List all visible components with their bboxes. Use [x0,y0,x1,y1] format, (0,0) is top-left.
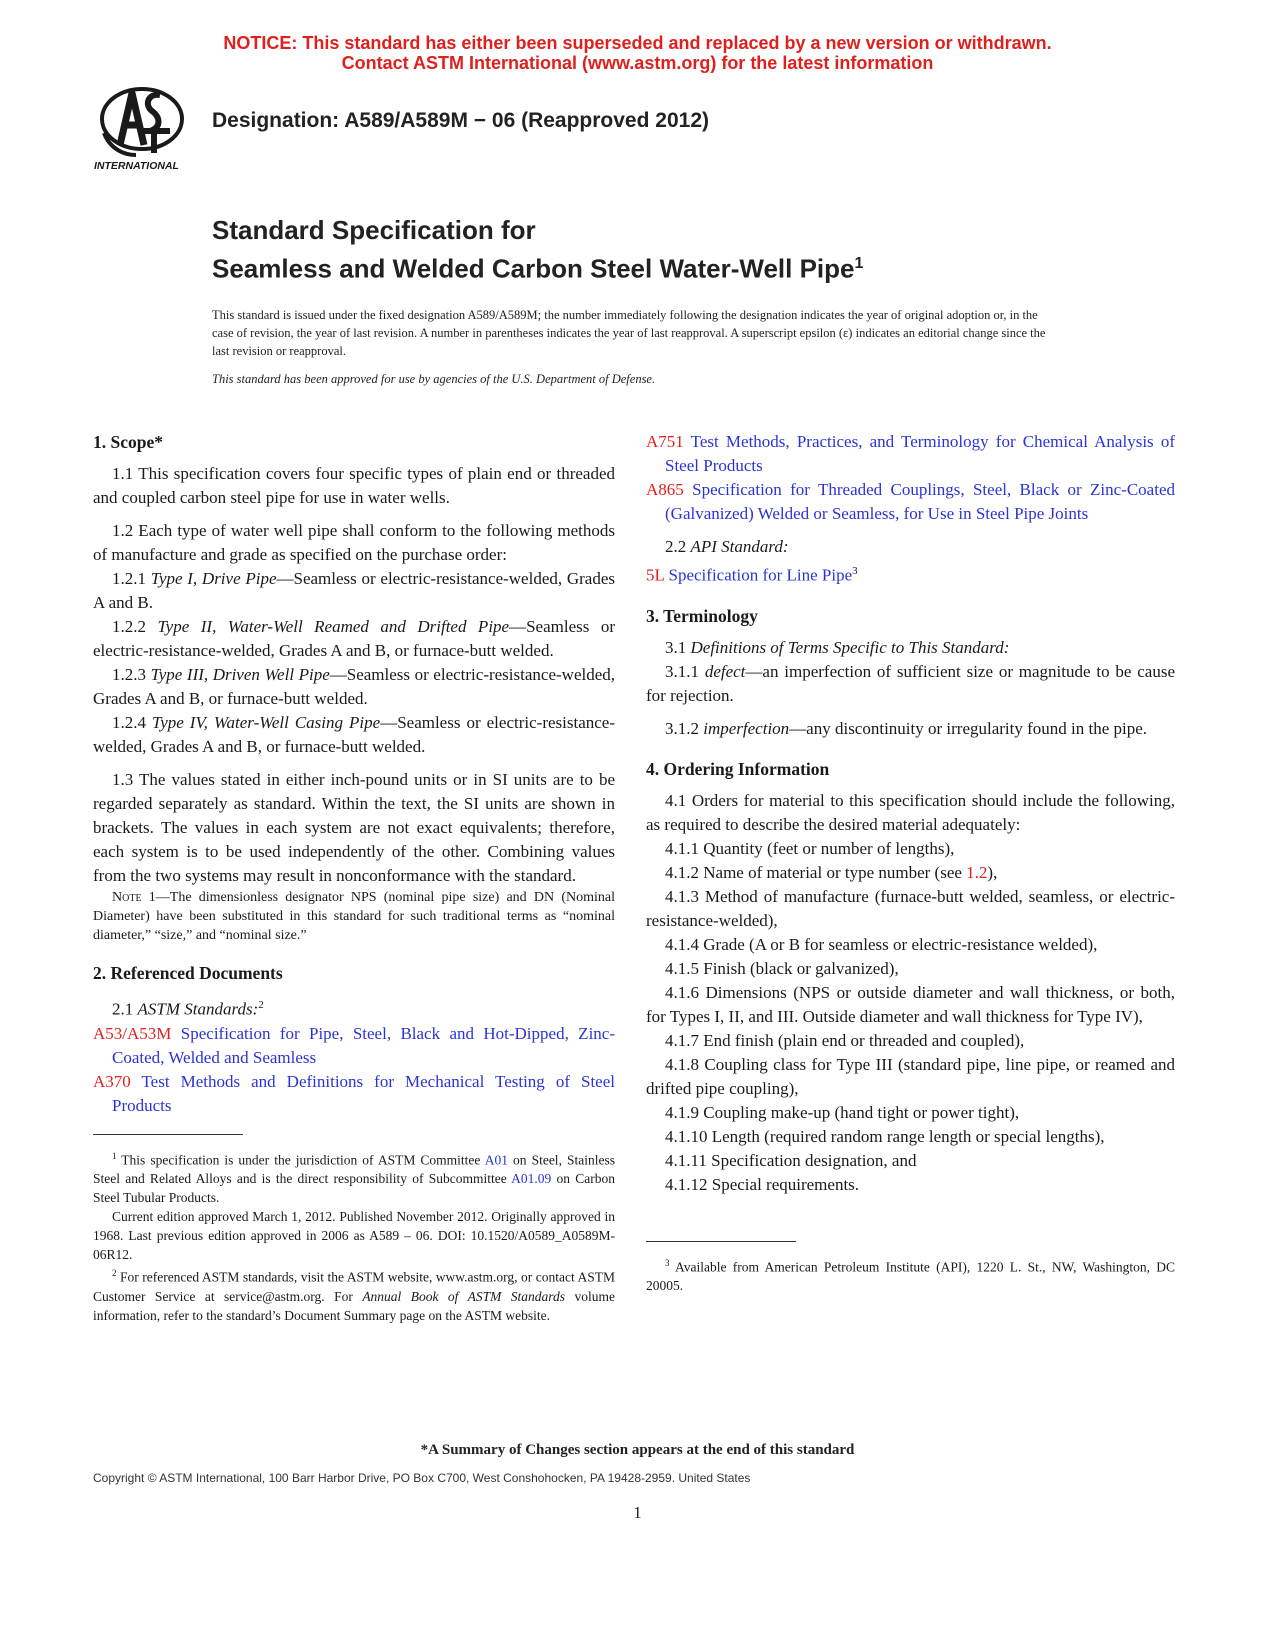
reference-code-link[interactable]: A53/A53M [93,1023,172,1043]
copyright-line: Copyright © ASTM International, 100 Barr Harbor Drive, PO Box C700, West Conshohocken, PA 19428-2959. United States [93,1471,751,1485]
reference-a370 [93,1070,615,1118]
para-4-1-1: 4.1.1 Quantity (feet or number of lengths), [665,838,955,858]
reference-title-link[interactable]: Specification for Threaded Couplings, Steel, Black or Zinc-Coated (Galvanized) Welded or Seamless, for Use in Steel Pipe Joints [665,480,1175,523]
reference-a865 [646,478,1175,526]
section-heading-referenced-documents: 2. Referenced Documents [93,963,283,983]
withdrawal-notice [0,33,1275,73]
para-4-1-4: 4.1.4 Grade (A or B for seamless or electric-resistance welded), [665,934,1098,954]
logo-wordmark: INTERNATIONAL [94,160,179,172]
designation: Designation: A589/A589M − 06 (Reapproved 2012) [212,109,709,132]
para-4-1: 4.1 Orders for material to this specification should include the following, as required to describe the desired material adequately: [646,790,1175,834]
left-column [93,430,615,1325]
para-2-2: 2.2 API Standard: [665,537,789,556]
title-line-2: Seamless and Welded Carbon Steel Water-Well Pipe$^1$ [212,253,864,284]
para-3-1-2: 3.1.2 imperfection—any discontinuity or irregularity found in the pipe. [665,718,1148,738]
reference-a751 [646,430,1175,478]
issuance-statement: This standard is issued under the fixed designation A589/A589M; the number immediately following the designation indicates the year of original adoption or, in the case of revision, the year of last revision. A number in parentheses indicates the year of last reapproval. A superscript epsilon (ε) indicates an editorial change since the last revision or reapproval. [212,308,1046,358]
astm-logo-mark [92,83,192,173]
para-4-1-10: 4.1.10 Length (required random range length or special lengths), [665,1126,1105,1146]
footnote-3: $^3$ Available from American Petroleum Institute (API), 1220 L. St., NW, Washington, DC 20005. [646,1257,1175,1294]
notice-line-1: NOTICE: This standard has either been superseded and replaced by a new version or withdrawn. [223,33,1052,53]
astm-logo [92,83,192,173]
para-1-2-4: 1.2.4 Type IV, Water-Well Casing Pipe—Seamless or electric-resistance-welded, Grades A and B, or furnace-butt welded. [93,713,615,756]
notice-line-2: Contact ASTM International (www.astm.org) for the latest information [341,53,934,73]
para-2-1: 2.1 ASTM Standards:$^2$ [112,999,264,1019]
reference-code-link[interactable]: 5L [646,565,665,585]
footnote-divider [646,1241,796,1242]
footnote-divider [93,1134,243,1135]
para-4-1-6: 4.1.6 Dimensions (NPS or outside diameter and wall thickness, or both, for Types I, II, and III. Outside diameter and wall thickness for Type IV), [646,982,1175,1026]
reference-title-link[interactable]: Specification for Line Pipe [664,565,853,585]
subcommittee-link[interactable]: A01.09 [511,1171,552,1187]
para-4-1-8: 4.1.8 Coupling class for Type III (standard pipe, line pipe, or reamed and drifted pipe coupling), [646,1054,1175,1098]
reference-code-link[interactable]: A370 [93,1071,131,1091]
para-1-2-2: 1.2.2 Type II, Water-Well Reamed and Drifted Pipe—Seamless or electric-resistance-welded, Grades A and B, or furnace-butt welded. [93,617,615,660]
footnote-1-current-edition: Current edition approved March 1, 2012. Published November 2012. Originally approved in 1968. Last previous edition approved in 2006 as A589 – 06. DOI: 10.1520/A0589_A0589M-06R12. [93,1209,615,1263]
reference-title-link[interactable]: Test Methods, Practices, and Terminology for Chemical Analysis of Steel Products [665,432,1175,475]
title-footnote-ref: 1 [854,255,864,272]
page-number: 1 [633,1503,642,1522]
para-4-1-9: 4.1.9 Coupling make-up (hand tight or power tight), [665,1102,1020,1122]
para-1-2-3: 1.2.3 Type III, Driven Well Pipe—Seamless or electric-resistance-welded, Grades A and B, or furnace-butt welded. [93,665,616,708]
para-4-1-12: 4.1.12 Special requirements. [665,1174,860,1194]
title-line-1: Standard Specification for [212,215,536,245]
dod-approval-statement: This standard has been approved for use by agencies of the U.S. Department of Defense. [212,372,656,386]
para-3-1-1: 3.1.1 defect—an imperfection of sufficient size or magnitude to be cause for rejection. [646,661,1175,705]
para-1-1: 1.1 This specification covers four specific types of plain end or threaded and coupled carbon steel pipe for use in water wells. [93,464,615,507]
section-heading-scope: 1. Scope* [93,432,163,452]
para-1-2: 1.2 Each type of water well pipe shall conform to the following methods of manufacture and grade as specified on the purchase order: [93,521,615,564]
section-heading-terminology: 3. Terminology [646,605,758,626]
para-3-1: 3.1 Definitions of Terms Specific to This Standard: [665,637,1010,657]
section-heading-ordering-information: 4. Ordering Information [646,758,830,779]
para-4-1-7: 4.1.7 End finish (plain end or threaded and coupled), [665,1030,1025,1050]
footnote-2: $^2$ For referenced ASTM standards, visit the ASTM website, www.astm.org, or contact ASTM Customer Service at service@astm.org. For Annual Book of ASTM Standards volume information, refer to the standard’s Document Summary page on the ASTM website. [93,1268,615,1323]
reference-title-link[interactable]: Specification for Pipe, Steel, Black and Hot-Dipped, Zinc-Coated, Welded and Seamless [112,1023,615,1067]
summary-of-changes-note: *A Summary of Changes section appears at the end of this standard [420,1442,855,1458]
para-4-1-3: 4.1.3 Method of manufacture (furnace-butt welded, seamless, or electric-resistance-welded), [646,886,1175,930]
reference-code-link[interactable]: A751 [646,432,684,451]
right-column [646,430,1175,1295]
para-1-3: 1.3 The values stated in either inch-pound units or in SI units are to be regarded separately as standard. Within the text, the SI units are shown in brackets. The values in each system are not exact equivalents; therefore, each system is to be used independently of the other. Combining values from the two systems may result in nonconformance with the standard. [93,770,615,885]
para-4-1-2: 4.1.2 Name of material or type number (see 1.2), [665,862,998,882]
committee-link[interactable]: A01 [484,1152,508,1168]
para-4-1-5: 4.1.5 Finish (black or galvanized), [665,958,899,978]
footnote-1: $^1$ This specification is under the jurisdiction of ASTM Committee A01 on Steel, Stainless Steel and Related Alloys and is the direct responsibility of Subcommittee A01.09 on Carbon Steel Tubular Products. [93,1150,615,1206]
document-title [212,214,863,286]
reference-code-link[interactable]: A865 [646,480,684,499]
reference-title-link[interactable]: Test Methods and Definitions for Mechanical Testing of Steel Products [112,1071,615,1115]
para-4-1-11: 4.1.11 Specification designation, and [665,1150,917,1170]
reference-api-5l: 5L Specification for Line Pipe$^3$ [646,565,858,585]
note-1: Note 1—The dimensionless designator NPS (nominal pipe size) and DN (Nominal Diameter) have been substituted in this standard for such traditional terms as “nominal diameter,” “size,” and “nominal size.” [93,890,615,943]
section-1-2-link[interactable]: 1.2 [966,862,988,882]
para-1-2-1: 1.2.1 Type I, Drive Pipe—Seamless or electric-resistance-welded, Grades A and B. [93,569,615,612]
reference-a53 [93,1022,615,1070]
